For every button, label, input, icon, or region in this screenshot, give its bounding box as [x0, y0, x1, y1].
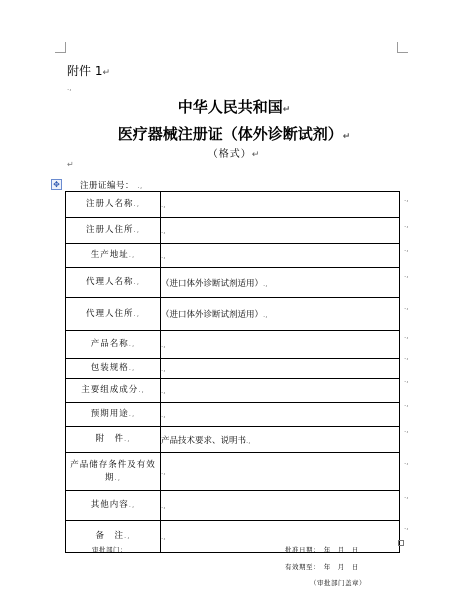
paragraph-mark: ↵ — [251, 150, 261, 160]
row-label-cell: 包装规格., — [66, 359, 161, 379]
row-end-mark: ., — [404, 492, 409, 500]
title-line3-text: （格式） — [207, 149, 252, 160]
registration-number-label — [80, 179, 143, 191]
paragraph-mark: ↵ — [342, 132, 351, 142]
row-label-cell: 附 件., — [66, 427, 161, 453]
row-end-mark: ., — [404, 426, 409, 434]
row-value-cell[interactable]: ., — [161, 192, 400, 218]
document-title-country — [0, 96, 468, 117]
row-label-cell: 注册人名称., — [66, 192, 161, 218]
attachment-label — [67, 62, 110, 79]
table-resize-handle[interactable] — [398, 540, 404, 546]
line-break-mark: ↵ — [102, 68, 110, 78]
row-end-mark: ., — [404, 458, 409, 466]
row-label: 其他内容 — [90, 500, 129, 510]
row-value-cell[interactable]: ., — [161, 218, 400, 244]
registration-form-table — [65, 191, 400, 553]
row-end-mark: ., — [404, 332, 409, 340]
row-label: 生产地址 — [90, 250, 129, 260]
row-end-mark: ., — [404, 353, 409, 361]
row-end-mark: ., — [404, 271, 409, 279]
row-end-mark: ., — [404, 195, 409, 203]
table-row — [66, 298, 400, 331]
row-label: 代理人住所 — [86, 308, 134, 319]
reg-no-text: 注册证编号： — [80, 181, 135, 191]
row-value-cell[interactable]: ., — [161, 331, 400, 359]
row-label-cell: 代理人名称., — [66, 268, 161, 298]
table-row — [66, 491, 400, 521]
table-row — [66, 331, 400, 359]
row-label-cell: 主要组成成分., — [66, 379, 161, 403]
row-end-mark: ., — [404, 245, 409, 253]
row-label-cell: 生产地址., — [66, 244, 161, 268]
approval-date — [285, 545, 359, 554]
paragraph-mark: ↵ — [67, 160, 74, 169]
row-label: 附 件 — [95, 434, 125, 444]
table-row — [66, 453, 400, 491]
row-label: 产品储存条件及有效期 — [70, 459, 156, 483]
approval-date-text: 批准日期： 年 月 日 — [285, 546, 359, 554]
row-label: 主要组成成分 — [81, 385, 139, 395]
row-end-mark: ., — [404, 303, 409, 311]
row-value-cell[interactable]: ., — [161, 491, 400, 521]
row-value-cell[interactable]: ., — [161, 379, 400, 403]
row-label-cell: 预期用途., — [66, 403, 161, 427]
row-label: 产品名称 — [90, 339, 129, 349]
table-row — [66, 359, 400, 379]
row-value-cell[interactable]: ., — [161, 453, 400, 491]
seal-note — [310, 578, 366, 587]
row-end-mark: ., — [404, 400, 409, 408]
crop-mark-top-left — [55, 42, 66, 53]
table-row — [66, 379, 400, 403]
table-move-handle-icon[interactable]: ✥ — [51, 179, 62, 190]
row-label-cell: 代理人住所., — [66, 298, 161, 331]
table-row — [66, 244, 400, 268]
row-value: 产品技术要求、说明书 — [161, 435, 247, 446]
row-label-cell: 备 注., — [66, 521, 161, 553]
row-label: 备 注 — [95, 531, 125, 541]
document-title — [0, 123, 468, 144]
title-line2-text: 医疗器械注册证（体外诊断试剂） — [117, 125, 343, 143]
row-end-mark: ., — [404, 221, 409, 229]
row-value: （进口体外诊断试剂适用） — [161, 310, 264, 320]
paragraph-mark: ., — [137, 182, 143, 190]
row-value-cell[interactable]: （进口体外诊断试剂适用）., — [161, 268, 400, 298]
table-row — [66, 427, 400, 453]
valid-until-text: 有效期至： 年 月 日 — [285, 563, 359, 571]
row-value-cell[interactable]: ., — [161, 521, 400, 553]
row-label: 注册人住所 — [86, 225, 134, 235]
row-value-cell[interactable]: ., — [161, 244, 400, 268]
row-value-cell[interactable]: 产品技术要求、说明书., — [161, 427, 400, 453]
row-end-mark: ., — [404, 523, 409, 531]
approval-dept-label — [92, 545, 127, 554]
table-row — [66, 218, 400, 244]
attachment-text: 附件 1 — [67, 64, 103, 78]
row-value-cell[interactable]: （进口体外诊断试剂适用）., — [161, 298, 400, 331]
row-end-mark: ., — [404, 376, 409, 384]
valid-until — [285, 562, 359, 571]
table-row — [66, 192, 400, 218]
title-line1-text: 中华人民共和国 — [177, 98, 283, 116]
document-subtitle — [0, 145, 468, 160]
table-row — [66, 268, 400, 298]
row-label-cell: 产品储存条件及有效期., — [66, 453, 161, 491]
row-label-cell: 注册人住所., — [66, 218, 161, 244]
seal-text: （审批部门盖章） — [310, 579, 366, 587]
row-label-cell: 其他内容., — [66, 491, 161, 521]
row-value-cell[interactable]: ., — [161, 403, 400, 427]
row-value: （进口体外诊断试剂适用） — [161, 278, 264, 289]
paragraph-mark: ↵ — [282, 105, 291, 115]
approval-dept-text: 审批部门： — [92, 546, 127, 554]
row-label: 注册人名称 — [86, 199, 134, 209]
paragraph-mark: ., — [67, 84, 72, 92]
row-label: 代理人名称 — [86, 277, 134, 287]
row-label: 包装规格 — [90, 363, 129, 373]
row-label: 预期用途 — [90, 409, 129, 419]
row-value-cell[interactable]: ., — [161, 359, 400, 379]
row-label-cell: 产品名称., — [66, 331, 161, 359]
crop-mark-top-right — [397, 42, 408, 53]
table-row — [66, 403, 400, 427]
